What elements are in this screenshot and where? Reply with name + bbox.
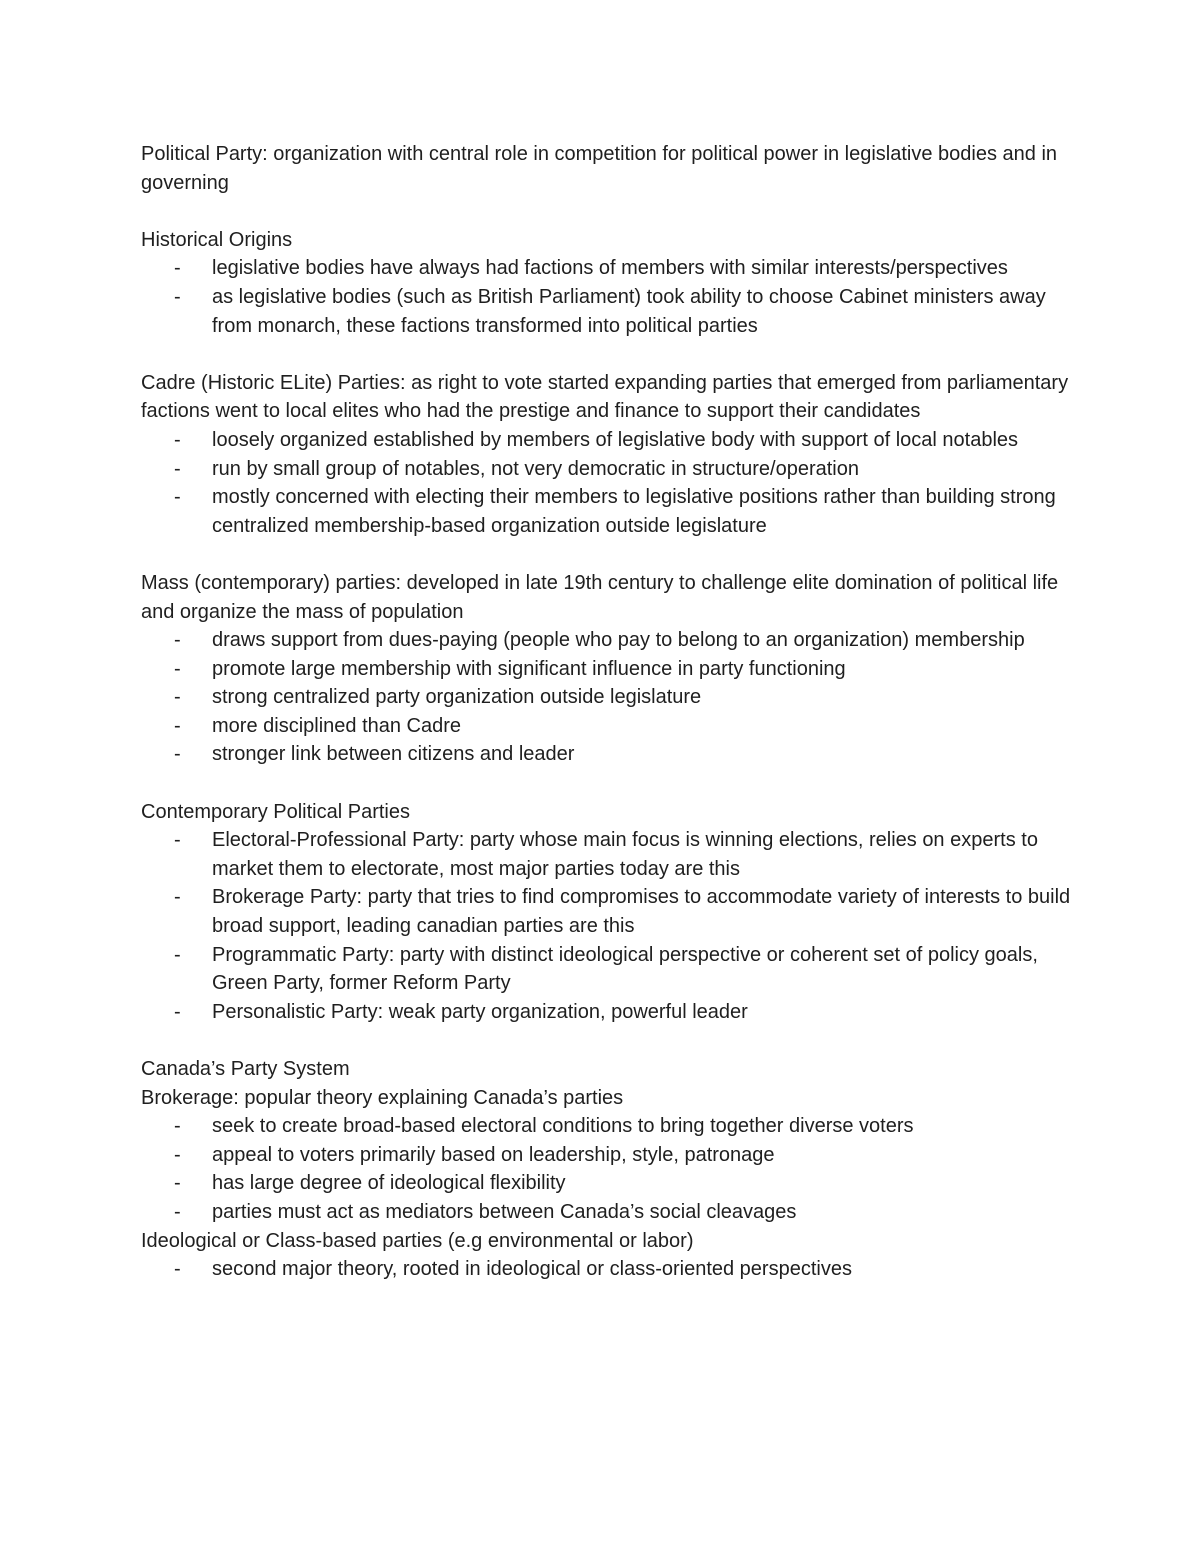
list-item-text: appeal to voters primarily based on leadership, style, patronage [212,1143,775,1166]
list-item [141,254,1071,283]
list-item [141,826,1071,883]
canada-party-system-section [141,1055,1071,1284]
paragraph-gap [141,340,1071,369]
list-item-text: mostly concerned with electing their members to legislative positions rather than building strong centralized membership-based organization outside legislature [212,486,1056,537]
section-intro: Cadre (Historic ELite) Parties: as right to vote started expanding parties that emerged from parliamentary factions went to local elites who had the prestige and finance to support their candidates [141,371,1069,423]
list-item [141,455,1071,484]
list-item-text: Electoral-Professional Party: party whose main focus is winning elections, relies on experts to market them to electorate, most major parties today are this [212,829,1038,880]
dash-bullet: - [174,686,181,709]
bullet-list [141,826,1071,1026]
dash-bullet: - [174,829,181,852]
list-item-text: Programmatic Party: party with distinct ideological perspective or coherent set of policy goals, Green Party, former Reform Party [212,943,1038,995]
historical-origins-section [141,226,1071,340]
dash-bullet: - [174,886,181,909]
dash-bullet: - [174,457,181,480]
bullet-list [141,426,1071,540]
list-item-text: Personalistic Party: weak party organization, powerful leader [212,1000,748,1023]
list-item-text: second major theory, rooted in ideological or class-oriented perspectives [212,1258,852,1281]
list-item [141,483,1071,540]
dash-bullet: - [174,714,181,737]
list-item-text: has large degree of ideological flexibility [212,1172,566,1195]
list-item [141,626,1071,655]
list-item-text: draws support from dues-paying (people who pay to belong to an organization) membership [212,629,1025,652]
bullet-list [141,1112,1071,1226]
paragraph-gap [141,769,1071,798]
list-item [141,1255,1071,1284]
dash-bullet: - [174,428,181,451]
definition-paragraph: Political Party: organization with central role in competition for political power in legislative bodies and in governing [141,143,1058,194]
ideological-intro: Ideological or Class-based parties (e.g environmental or labor) [141,1229,694,1252]
list-item [141,1141,1071,1170]
section-intro: Mass (contemporary) parties: developed in late 19th century to challenge elite domination of political life and organize the mass of population [141,571,1059,623]
list-item-text: Brokerage Party: party that tries to find compromises to accommodate variety of interests to build broad support, leading canadian parties are this [212,886,1071,938]
dash-bullet: - [174,657,181,680]
dash-bullet: - [174,1258,181,1281]
list-item-text: parties must act as mediators between Canada’s social cleavages [212,1200,797,1223]
list-item [141,1169,1071,1198]
brokerage-intro: Brokerage: popular theory explaining Canada’s parties [141,1086,624,1109]
bullet-list [141,254,1071,340]
dash-bullet: - [174,1172,181,1195]
dash-bullet: - [174,629,181,652]
list-item [141,1198,1071,1227]
bullet-list [141,626,1071,769]
paragraph-gap [141,1026,1071,1055]
dash-bullet: - [174,486,181,509]
paragraph-gap [141,540,1071,569]
section-heading: Canada’s Party System [141,1058,350,1080]
list-item-text: legislative bodies have always had factions of members with similar interests/perspectives [212,257,1008,280]
list-item-text: stronger link between citizens and leader [212,743,575,766]
dash-bullet: - [174,285,181,308]
list-item [141,998,1071,1027]
list-item-text: loosely organized established by members of legislative body with support of local notables [212,428,1019,451]
list-item [141,883,1071,940]
list-item [141,712,1071,741]
list-item-text: run by small group of notables, not very democratic in structure/operation [212,457,859,480]
bullet-list [141,1255,1071,1284]
dash-bullet: - [174,257,181,280]
dash-bullet: - [174,1200,181,1223]
list-item-text: more disciplined than Cadre [212,714,462,737]
paragraph-gap [141,197,1071,226]
list-item-text: seek to create broad-based electoral conditions to bring together diverse voters [212,1115,914,1138]
list-item [141,655,1071,684]
dash-bullet: - [174,1143,181,1166]
contemporary-parties-section [141,798,1071,1027]
dash-bullet: - [174,1115,181,1138]
section-heading: Historical Origins [141,228,293,251]
list-item [141,426,1071,455]
document-page [141,140,1071,1284]
dash-bullet: - [174,743,181,766]
list-item [141,283,1071,340]
list-item [141,1112,1071,1141]
list-item [141,941,1071,998]
list-item [141,740,1071,769]
list-item [141,683,1071,712]
dash-bullet: - [174,943,181,966]
list-item-text: as legislative bodies (such as British Parliament) took ability to choose Cabinet ministers away from monarch, these factions transformed into political parties [212,285,1046,337]
list-item-text: promote large membership with significant influence in party functioning [212,657,846,680]
list-item-text: strong centralized party organization outside legislature [212,686,702,709]
cadre-parties-section [141,369,1071,541]
mass-parties-section [141,569,1071,769]
dash-bullet: - [174,1000,181,1023]
section-heading: Contemporary Political Parties [141,800,410,823]
